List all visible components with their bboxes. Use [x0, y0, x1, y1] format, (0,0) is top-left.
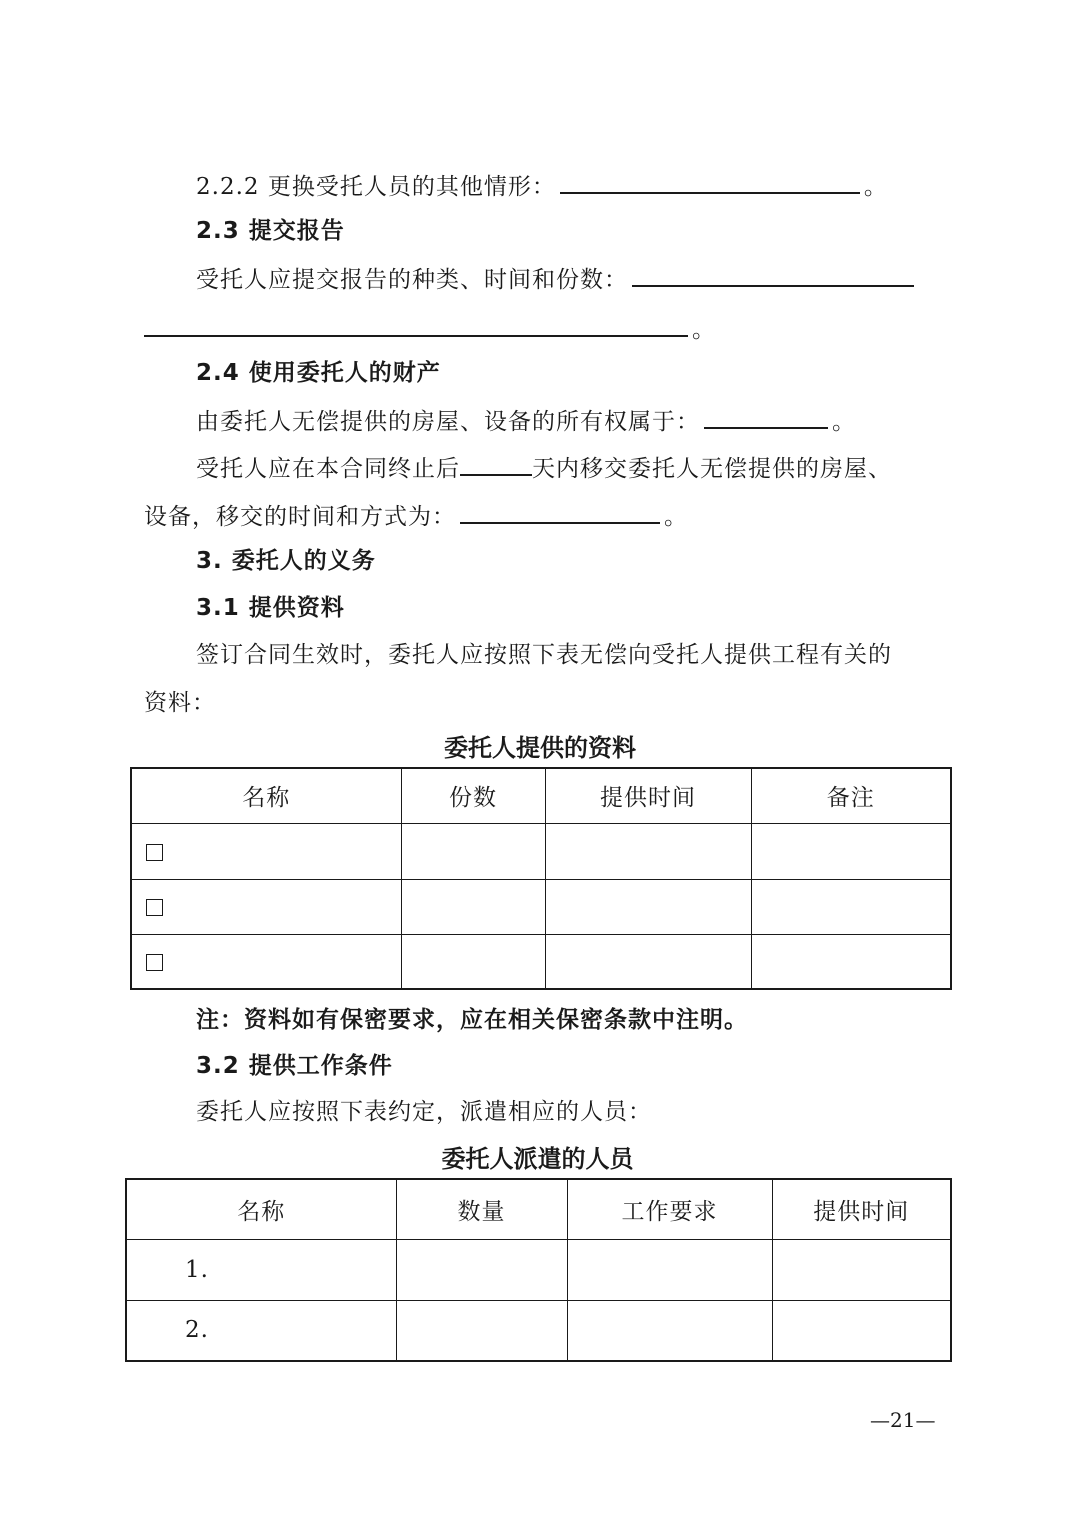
fill-blank[interactable] [704, 405, 828, 429]
table-cell[interactable] [545, 879, 751, 934]
clause-text: 由委托人无偿提供的房屋、设备的所有权属于： [196, 409, 700, 435]
period: 。 [863, 174, 888, 200]
table-cell[interactable] [751, 879, 951, 934]
table-cell[interactable] [545, 823, 751, 879]
table-cell[interactable] [396, 1300, 567, 1361]
clause-dispatch: 委托人应按照下表约定，派遣相应的人员： [196, 1099, 652, 1125]
checkbox[interactable] [146, 954, 163, 971]
table-cell[interactable] [401, 823, 545, 879]
table-cell[interactable] [545, 934, 751, 989]
fill-blank[interactable] [460, 452, 532, 476]
clause-handover [196, 452, 892, 484]
materials-table [130, 767, 952, 990]
clause-handover-cont [144, 500, 688, 532]
fill-blank[interactable] [144, 313, 688, 337]
table1-caption: 委托人提供的资料 [444, 734, 636, 762]
clause-ownership [196, 405, 856, 437]
table-cell[interactable] [396, 1239, 567, 1300]
clause-text: 受托人应在本合同终止后 [196, 456, 460, 482]
header-name: 名称 [126, 1179, 396, 1239]
table-header-row [131, 768, 951, 823]
heading-3-2: 3.2 提供工作条件 [196, 1053, 393, 1079]
fill-blank[interactable] [560, 170, 860, 194]
table1-note: 注：资料如有保密要求，应在相关保密条款中注明。 [196, 1007, 748, 1033]
clause-2-2-2 [196, 170, 888, 202]
table-row [131, 879, 951, 934]
fill-blank[interactable] [632, 263, 914, 287]
heading-2-3: 2.3 提交报告 [196, 218, 345, 244]
table-cell[interactable] [401, 934, 545, 989]
header-remarks: 备注 [751, 768, 951, 823]
heading-3: 3. 委托人的义务 [196, 548, 376, 574]
table-row [126, 1239, 951, 1300]
clause-provide-data: 签订合同生效时，委托人应按照下表无偿向受托人提供工程有关的 [196, 642, 892, 668]
row-number: 1. [126, 1239, 396, 1300]
header-quantity: 数量 [396, 1179, 567, 1239]
table-row [126, 1300, 951, 1361]
table-cell[interactable] [401, 879, 545, 934]
heading-3-1: 3.1 提供资料 [196, 595, 345, 621]
header-requirements: 工作要求 [567, 1179, 772, 1239]
table-cell[interactable] [772, 1300, 951, 1361]
table-cell[interactable] [751, 934, 951, 989]
clause-report [196, 263, 918, 295]
heading-2-4: 2.4 使用委托人的财产 [196, 360, 441, 386]
clause-text: 设备，移交的时间和方式为： [144, 504, 456, 530]
table2-caption: 委托人派遣的人员 [441, 1145, 634, 1173]
clause-text: 受托人应提交报告的种类、时间和份数： [196, 267, 628, 293]
header-time: 提供时间 [545, 768, 751, 823]
personnel-table [125, 1178, 952, 1362]
clause-report-cont [144, 313, 716, 345]
clause-text: 天内移交委托人无偿提供的房屋、 [532, 456, 892, 482]
table-cell[interactable] [772, 1239, 951, 1300]
period: 。 [692, 317, 716, 343]
checkbox[interactable] [146, 899, 163, 916]
header-name: 名称 [131, 768, 401, 823]
header-copies: 份数 [401, 768, 545, 823]
checkbox[interactable] [146, 844, 163, 861]
table-cell[interactable] [567, 1300, 772, 1361]
clause-text: 2.2.2 更换受托人员的其他情形： [196, 174, 556, 200]
period: 。 [664, 504, 688, 530]
table-cell[interactable] [567, 1239, 772, 1300]
page-number: —21— [870, 1408, 936, 1432]
period: 。 [832, 409, 856, 435]
header-time: 提供时间 [772, 1179, 951, 1239]
row-number: 2. [126, 1300, 396, 1361]
table-row [131, 934, 951, 989]
table-row [131, 823, 951, 879]
fill-blank[interactable] [460, 500, 660, 524]
table-cell[interactable] [751, 823, 951, 879]
clause-provide-data-cont: 资料： [144, 690, 216, 716]
table-header-row [126, 1179, 951, 1239]
